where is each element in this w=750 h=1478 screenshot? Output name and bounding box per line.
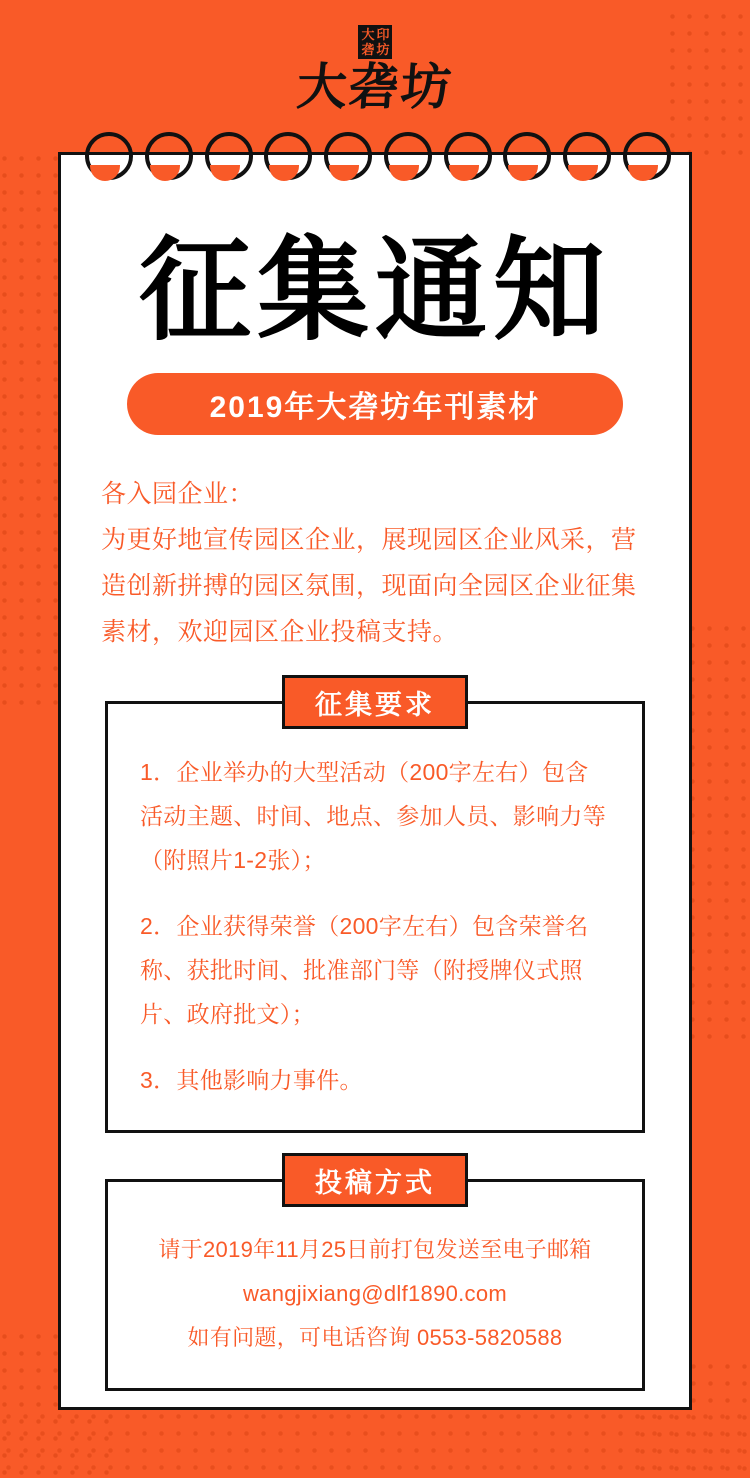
requirements-section xyxy=(105,689,645,1133)
ring-icon xyxy=(264,132,312,180)
dot-pattern-top-left xyxy=(0,150,66,710)
ring-icon xyxy=(503,132,551,180)
intro-body: 为更好地宣传园区企业，展现园区企业风采，营造创新拼搏的园区氛围，现面向全园区企业征集素材，欢迎园区企业投稿支持。 xyxy=(101,526,637,646)
ring-icon xyxy=(145,132,193,180)
submission-section xyxy=(105,1167,645,1391)
ring-icon xyxy=(623,132,671,180)
requirement-item: 2．企业获得荣誉（200字左右）包含荣誉名称、获批时间、批准部门等（附授牌仪式照片、政府批文）； xyxy=(140,913,589,1027)
submission-email[interactable]: wangjixiang@dlf1890.com xyxy=(242,1281,508,1306)
seal-char: 坊 xyxy=(376,42,389,57)
intro-paragraph xyxy=(101,471,649,655)
notebook-rings xyxy=(85,133,671,179)
intro-salutation: 各入园企业： xyxy=(101,480,255,508)
ring-icon xyxy=(563,132,611,180)
requirements-box xyxy=(105,701,645,1133)
seal-char: 砻 xyxy=(361,42,374,57)
requirement-item: 3．其他影响力事件。 xyxy=(140,1067,363,1093)
page-title: 征集通知 xyxy=(139,230,611,354)
submission-tab-label: 投稿方式 xyxy=(282,1153,468,1207)
requirements-tab-label: 征集要求 xyxy=(282,675,468,729)
requirement-item: 1．企业举办的大型活动（200字左右）包含活动主题、时间、地点、参加人员、影响力等（附照片1-2张）； xyxy=(140,759,606,873)
ring-icon xyxy=(324,132,372,180)
ring-icon xyxy=(384,132,432,180)
brand-logo xyxy=(0,14,750,124)
submission-box xyxy=(105,1179,645,1391)
dot-pattern-right-middle xyxy=(684,620,750,1050)
submission-phone: 如有问题，可电话咨询 0553-5820588 xyxy=(187,1325,563,1350)
ring-icon xyxy=(444,132,492,180)
poster-card xyxy=(58,152,692,1410)
submission-deadline: 请于2019年11月25日前打包发送至电子邮箱 xyxy=(158,1237,592,1262)
ring-icon xyxy=(85,132,133,180)
brand-name: 大砻坊 xyxy=(295,59,455,115)
seal-icon xyxy=(358,25,392,59)
seal-char: 大 xyxy=(361,27,374,42)
seal-char: 印 xyxy=(376,27,389,42)
subtitle-badge: 2019年大砻坊年刊素材 xyxy=(127,373,623,435)
dot-pattern-bottom xyxy=(0,1408,750,1478)
ring-icon xyxy=(205,132,253,180)
